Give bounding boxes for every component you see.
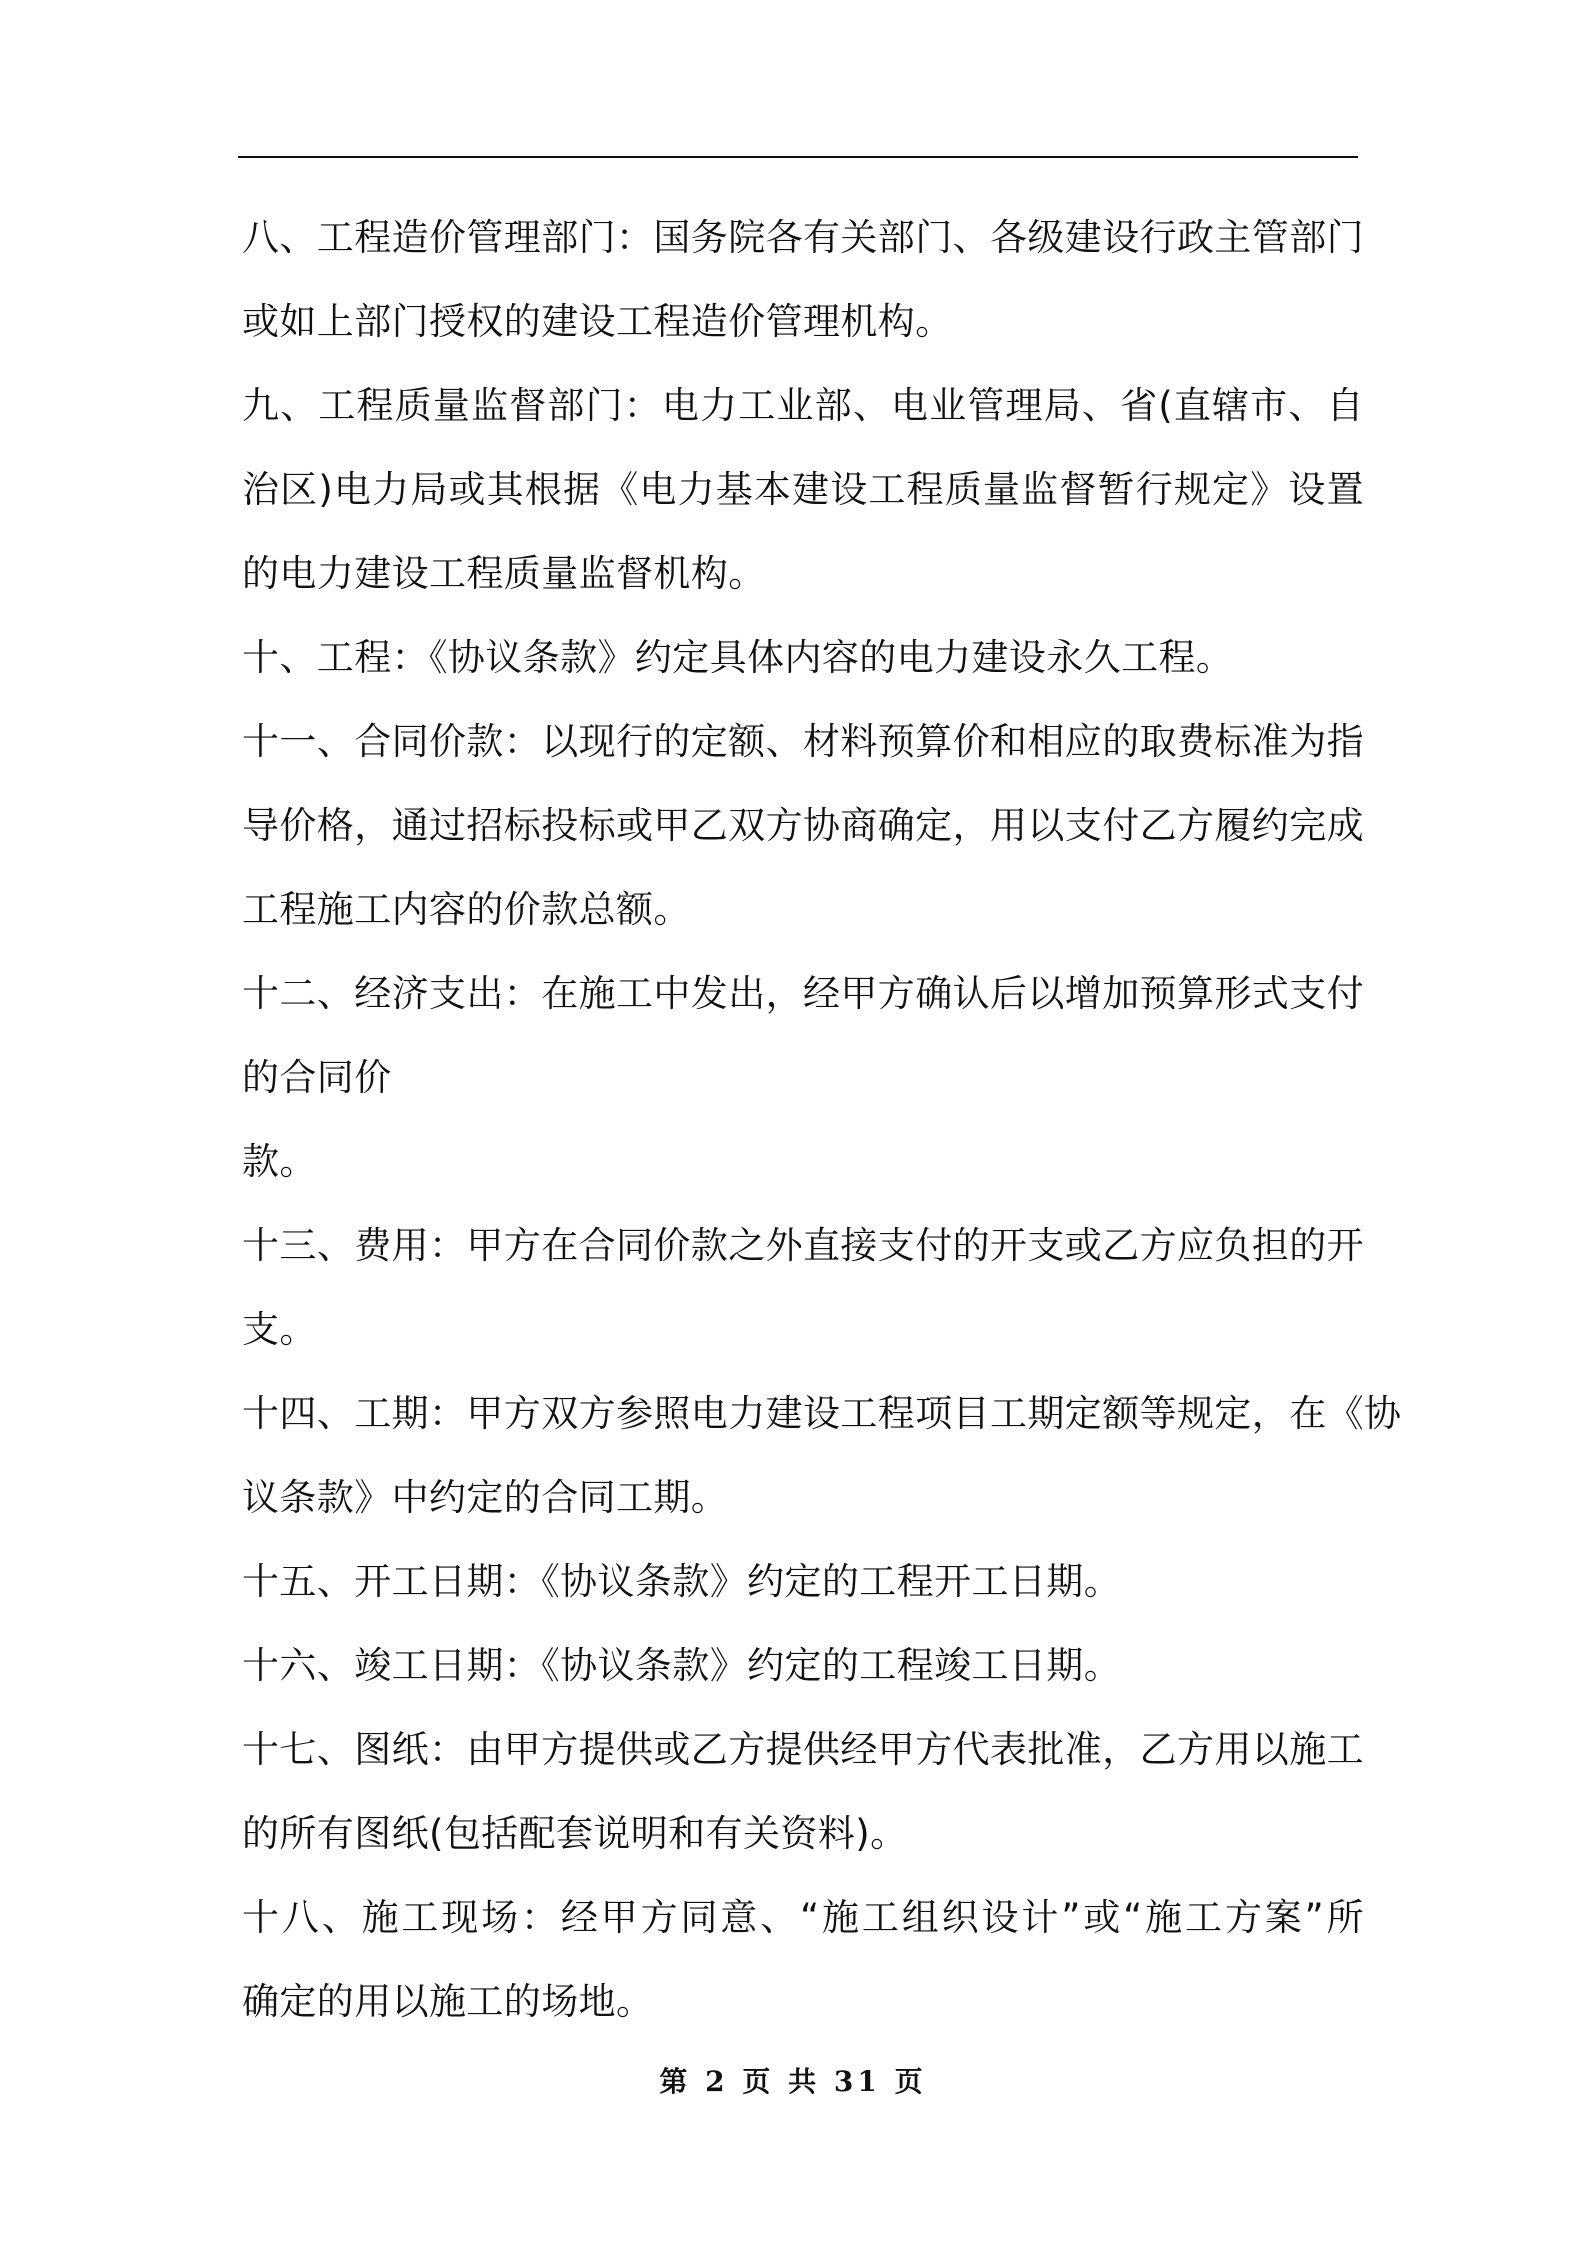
text-line: 确定的用以施工的场地。: [242, 1980, 654, 2023]
text-line: 导价格，通过招标投标或甲乙双方协商确定，用以支付乙方履约完成: [242, 804, 1364, 847]
text-line: 或如上部门授权的建设工程造价管理机构。: [242, 300, 953, 343]
text-line: 的电力建设工程质量监督机构。: [242, 552, 766, 595]
text-line: 九、工程质量监督部门：电力工业部、电业管理局、省(直辖市、自: [242, 384, 1364, 427]
text-line: 十八、施工现场：经甲方同意、“施工组织设计”或“施工方案”所: [242, 1896, 1364, 1939]
document-body: [242, 196, 1402, 2044]
text-line: 十五、开工日期：《协议条款》约定的工程开工日期。: [242, 1560, 1122, 1603]
text-line: 十三、费用：甲方在合同价款之外直接支付的开支或乙方应负担的开: [242, 1224, 1364, 1267]
text-line: 支。: [242, 1308, 317, 1351]
text-line: 款。: [242, 1140, 317, 1183]
text-line: 十四、工期：甲方双方参照电力建设工程项目工期定额等规定，在《协: [242, 1392, 1402, 1435]
header-rule: [238, 156, 1358, 158]
text-line: 十、工程：《协议条款》约定具体内容的电力建设永久工程。: [242, 636, 1234, 679]
text-line: 十一、合同价款：以现行的定额、材料预算价和相应的取费标准为指: [242, 720, 1364, 763]
text-line: 八、工程造价管理部门：国务院各有关部门、各级建设行政主管部门: [242, 216, 1364, 259]
text-line: 议条款》中约定的合同工期。: [242, 1476, 729, 1519]
text-line: 十六、竣工日期：《协议条款》约定的工程竣工日期。: [242, 1644, 1122, 1687]
text-line: 十二、经济支出：在施工中发出，经甲方确认后以增加预算形式支付: [242, 972, 1364, 1015]
text-line: 工程施工内容的价款总额。: [242, 888, 691, 931]
text-line: 的所有图纸(包括配套说明和有关资料)。: [242, 1812, 908, 1855]
text-line: 治区)电力局或其根据《电力基本建设工程质量监督暂行规定》设置: [242, 468, 1364, 511]
page-number: 第 2 页 共 31 页: [659, 2065, 927, 2098]
text-line: 的合同价: [242, 1056, 392, 1099]
text-line: 十七、图纸：由甲方提供或乙方提供经甲方代表批准，乙方用以施工: [242, 1728, 1364, 1771]
